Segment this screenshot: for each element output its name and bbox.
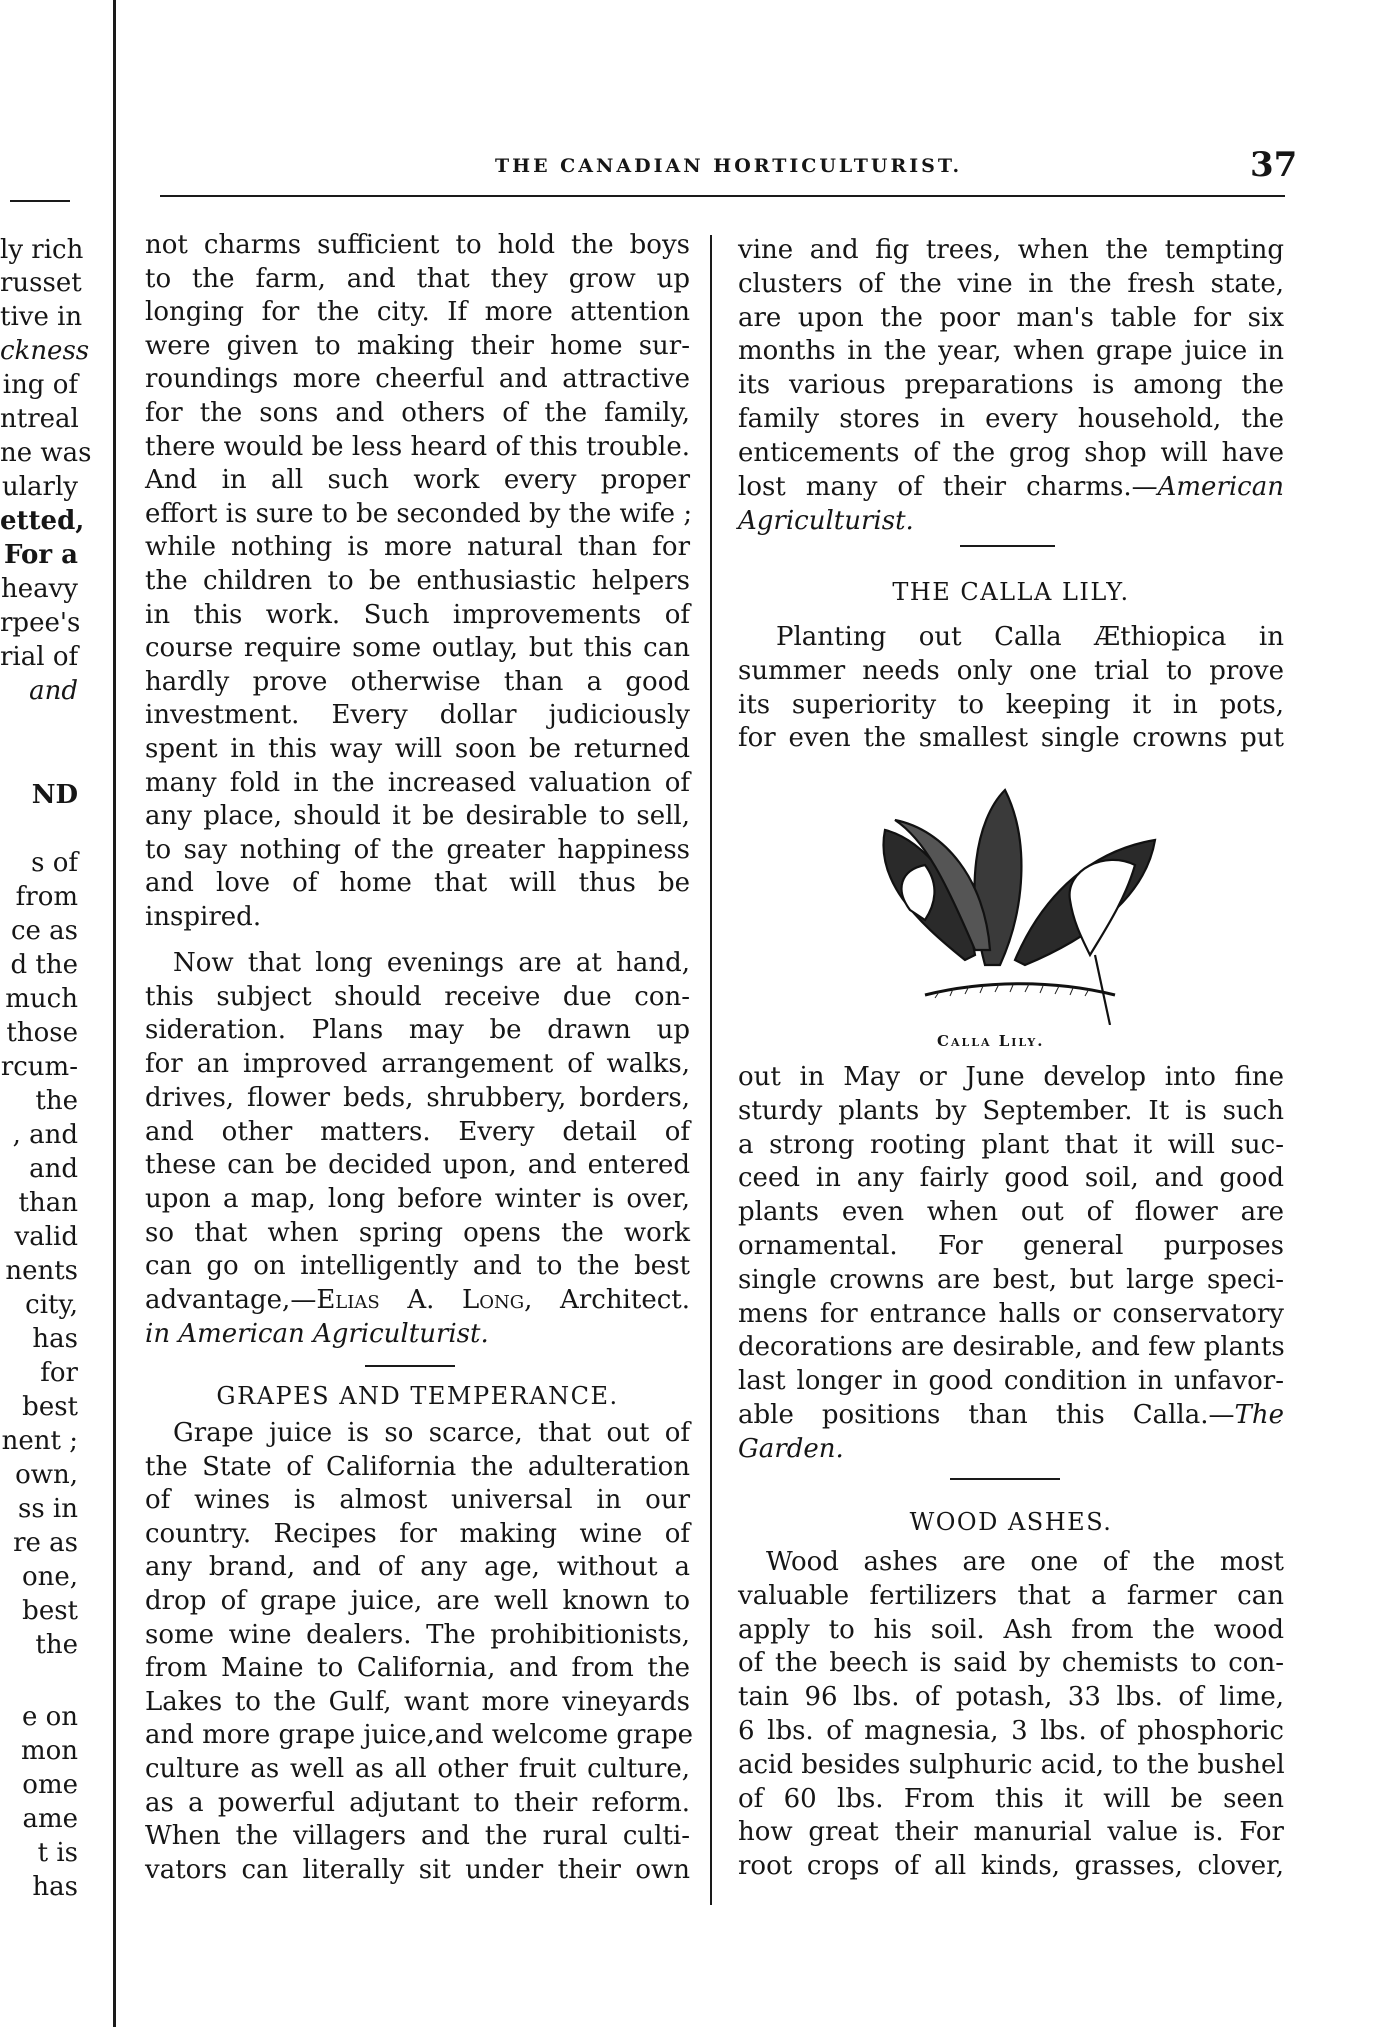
left-page-fragment: and	[29, 676, 78, 706]
separator-3	[950, 1478, 1060, 1480]
text-line: country. Recipes for making wine of	[145, 1518, 690, 1549]
left-page-fragment: ND	[31, 780, 78, 810]
calla-positions-text: able positions than this Calla.—	[738, 1400, 1235, 1430]
text-line: decorations are desirable, and few plants	[738, 1332, 1285, 1363]
text-line: longing for the city. If more attention	[145, 297, 690, 328]
left-page-fragment: , and	[12, 1120, 78, 1150]
text-line: ceed in any fairly good soil, and good	[738, 1163, 1284, 1194]
text-line: upon a map, long before winter is over,	[145, 1183, 690, 1214]
text-line: drives, flower beds, shrubbery, borders,	[145, 1082, 690, 1113]
heading-grapes-temperance: GRAPES AND TEMPERANCE.	[216, 1382, 619, 1410]
text-line: in this work. Such improvements of	[145, 599, 690, 630]
left-page-fragment: d the	[10, 950, 78, 980]
text-line: are upon the poor man's table for six	[738, 302, 1284, 333]
text-line: apply to his soil. Ash from the wood	[738, 1614, 1284, 1645]
text-line: single crowns are best, but large speci-	[738, 1264, 1284, 1295]
text-line: the State of California the adulteration	[145, 1451, 690, 1482]
text-line: Now that long evenings are at hand,	[173, 948, 690, 978]
text-line: inspired.	[145, 902, 262, 932]
text-line: sturdy plants by September. It is such	[738, 1095, 1284, 1126]
left-page-fragment: e on	[21, 1702, 78, 1732]
left-page-fragment: s of	[31, 848, 78, 878]
flower-spathe-left	[902, 865, 935, 920]
left-page-fragment: the	[35, 1630, 78, 1660]
left-page-fragment: than	[18, 1188, 78, 1218]
left-page-fragment: ckness	[0, 336, 90, 366]
text-line: valuable fertilizers that a farmer can	[738, 1580, 1284, 1611]
text-line: sideration. Plans may be drawn up	[145, 1015, 690, 1046]
text-line: for an improved arrangement of walks,	[145, 1049, 690, 1080]
text-line: from Maine to California, and from the	[145, 1653, 690, 1684]
text-line: clusters of the vine in the fresh state,	[738, 268, 1284, 299]
figure-caption: Calla Lily.	[937, 1032, 1045, 1050]
text-line: enticements of the grog shop will have	[738, 437, 1284, 468]
left-page-fragment: city,	[25, 1290, 78, 1320]
heading-calla-lily: THE CALLA LILY.	[892, 578, 1130, 606]
text-line: summer needs only one trial to prove	[738, 655, 1284, 686]
text-line: to the farm, and that they grow up	[145, 263, 690, 294]
left-page-fragment: and	[29, 1154, 78, 1184]
left-page-fragment: has	[32, 1872, 78, 1902]
text-line: to say nothing of the greater happiness	[145, 834, 690, 865]
text-line: mens for entrance halls or conservatory	[738, 1298, 1284, 1329]
text-line: for even the smallest single crowns put	[738, 723, 1284, 754]
left-page-fragment: much	[5, 984, 78, 1014]
left-page-fragment: ly rich	[0, 235, 84, 265]
vine-last-line	[738, 470, 1284, 504]
left-page-fragment: nents	[5, 1256, 78, 1286]
left-page-fragment: re as	[13, 1528, 78, 1558]
text-line: this subject should receive due con-	[145, 981, 690, 1012]
text-line: were given to making their home sur-	[145, 330, 690, 361]
text-line: of the beech is said by chemists to con-	[738, 1648, 1284, 1679]
text-line: culture as well as all other fruit culture,	[145, 1754, 690, 1784]
column-rule	[710, 235, 712, 1905]
separator-1	[365, 1365, 455, 1367]
source-american: American	[1157, 472, 1284, 502]
left-page-fragment: tive in	[0, 302, 83, 332]
text-line: When the villagers and the rural culti-	[145, 1821, 690, 1852]
text-line: its superiority to keeping it in pots,	[738, 689, 1284, 720]
text-line: Wood ashes are one of the most	[766, 1547, 1284, 1577]
separator-2	[960, 545, 1055, 547]
text-line: there would be less heard of this trouble.	[145, 431, 690, 462]
text-line: any brand, and of any age, without a	[145, 1552, 690, 1583]
text-line: Grape juice is so scarce, that out of	[173, 1418, 690, 1448]
attribution-prefix: advantage,—	[145, 1285, 317, 1315]
text-line: family stores in every household, the	[738, 404, 1284, 434]
left-page-fragment: from	[15, 882, 78, 912]
text-line: of 60 lbs. From this it will be seen	[738, 1783, 1284, 1814]
left-page-fragment: rcum-	[0, 1052, 78, 1082]
text-line: the children to be enthusiastic helpers	[145, 566, 690, 596]
attribution-line	[145, 1283, 690, 1317]
text-line: last longer in good condition in unfavor-	[738, 1366, 1284, 1397]
text-line: vine and fig trees, when the tempting	[738, 235, 1284, 265]
left-page-fragment: best	[22, 1392, 78, 1422]
left-page-fragment: ce as	[10, 916, 78, 946]
text-line: a strong rooting plant that it will suc-	[738, 1129, 1284, 1160]
left-page-fragment: ame	[22, 1804, 78, 1834]
text-line: some wine dealers. The prohibitionists,	[145, 1619, 690, 1650]
attribution-author: Elias A. Long	[316, 1285, 525, 1315]
text-line: for the sons and others of the family,	[145, 398, 690, 428]
left-page-fragment: russet	[0, 268, 82, 298]
left-page-fragment: ntreal	[0, 404, 79, 434]
text-line: investment. Every dollar judiciously	[145, 700, 690, 731]
calla-last-line	[738, 1398, 1284, 1432]
text-line: effort is sure to be seconded by the wife ;	[145, 498, 693, 529]
running-header: THE CANADIAN HORTICULTURIST.	[495, 155, 963, 177]
left-page-fragment: one,	[21, 1562, 78, 1592]
text-line: as a powerful adjutant to their reform.	[145, 1787, 690, 1818]
source-agriculturist: Agriculturist.	[738, 506, 914, 536]
text-line: acid besides sulphuric acid, to the bushel	[738, 1749, 1285, 1780]
left-page-fragment: rial of	[0, 642, 79, 672]
text-line: so that when spring opens the work	[145, 1217, 690, 1248]
text-line: plants even when out of flower are	[738, 1197, 1284, 1228]
left-page-fragment: mon	[20, 1736, 78, 1766]
text-line: hardly prove otherwise than a good	[145, 666, 690, 697]
left-page-fragment: has	[32, 1324, 78, 1354]
text-line: any place, should it be desirable to sell,	[145, 801, 690, 832]
left-page-fragment: valid	[14, 1222, 78, 1252]
left-page-fragment: ne was	[0, 438, 92, 468]
text-line: Lakes to the Gulf, want more vineyards	[145, 1686, 690, 1717]
charms-text: lost many of their charms.—	[738, 472, 1158, 502]
left-page-fragment: own,	[15, 1460, 78, 1490]
text-line: and other matters. Every detail of	[145, 1116, 690, 1147]
left-page-rule	[10, 200, 70, 202]
text-line: ornamental. For general purposes	[738, 1231, 1284, 1261]
text-line: spent in this way will soon be returned	[145, 734, 690, 764]
text-line: while nothing is more natural than for	[145, 532, 690, 563]
left-page-fragment: best	[22, 1596, 78, 1626]
text-line: vators can literally sit under their own	[145, 1854, 690, 1885]
text-line: roundings more cheerful and attractive	[145, 364, 690, 395]
left-page-fragment: t is	[37, 1838, 78, 1868]
attribution-source: in American Agriculturist.	[145, 1319, 489, 1349]
left-page-fragment: nent ;	[1, 1426, 78, 1456]
flower-spathe	[1070, 860, 1135, 955]
text-line: of wines is almost universal in our	[145, 1485, 690, 1516]
attribution-suffix: , Architect.	[524, 1285, 690, 1315]
left-page-fragment: rpee's	[0, 608, 81, 638]
text-line: and more grape juice,and welcome grape	[145, 1720, 693, 1751]
text-line: many fold in the increased valuation of	[145, 767, 690, 798]
text-line: out in May or June develop into fine	[738, 1062, 1284, 1092]
text-line: tain 96 lbs. of potash, 33 lbs. of lime,	[738, 1682, 1284, 1713]
left-page-fragment: For a	[4, 540, 78, 570]
left-page-fragment: heavy	[0, 574, 78, 604]
left-margin-rule	[113, 0, 116, 2027]
calla-lily-illustration	[855, 770, 1185, 1025]
source-the: The	[1234, 1400, 1284, 1430]
text-line: its various preparations is among the	[738, 370, 1284, 401]
left-page-fragment: ss in	[17, 1494, 78, 1524]
heading-wood-ashes: WOOD ASHES.	[909, 1508, 1113, 1536]
text-line: Planting out Calla Æthiopica in	[776, 622, 1284, 652]
text-line: drop of grape juice, are well known to	[145, 1586, 690, 1616]
text-line: these can be decided upon, and entered	[145, 1150, 690, 1181]
text-line: can go on intelligently and to the best	[145, 1251, 690, 1282]
left-page-fragment: ome	[22, 1770, 78, 1800]
text-line: course require some outlay, but this can	[145, 633, 690, 664]
text-line: root crops of all kinds, grasses, clover,	[738, 1851, 1284, 1882]
source-garden: Garden.	[738, 1434, 844, 1464]
left-page-fragment: ularly	[2, 472, 78, 502]
header-rule	[160, 195, 1285, 197]
page-number: 37	[1250, 145, 1298, 185]
text-line: not charms sufficient to hold the boys	[145, 230, 690, 260]
left-page-fragment: etted,	[0, 506, 85, 536]
left-page-fragment: those	[6, 1018, 78, 1048]
text-line: months in the year, when grape juice in	[738, 336, 1284, 367]
left-page-fragment: the	[35, 1086, 78, 1116]
text-line: how great their manurial value is. For	[738, 1817, 1284, 1848]
text-line: and love of home that will thus be	[145, 868, 690, 899]
text-line: And in all such work every proper	[145, 465, 690, 496]
left-page-fragment: for	[40, 1358, 78, 1388]
text-line: 6 lbs. of magnesia, 3 lbs. of phosphoric	[738, 1716, 1284, 1746]
left-page-fragment: ing of	[2, 370, 78, 400]
